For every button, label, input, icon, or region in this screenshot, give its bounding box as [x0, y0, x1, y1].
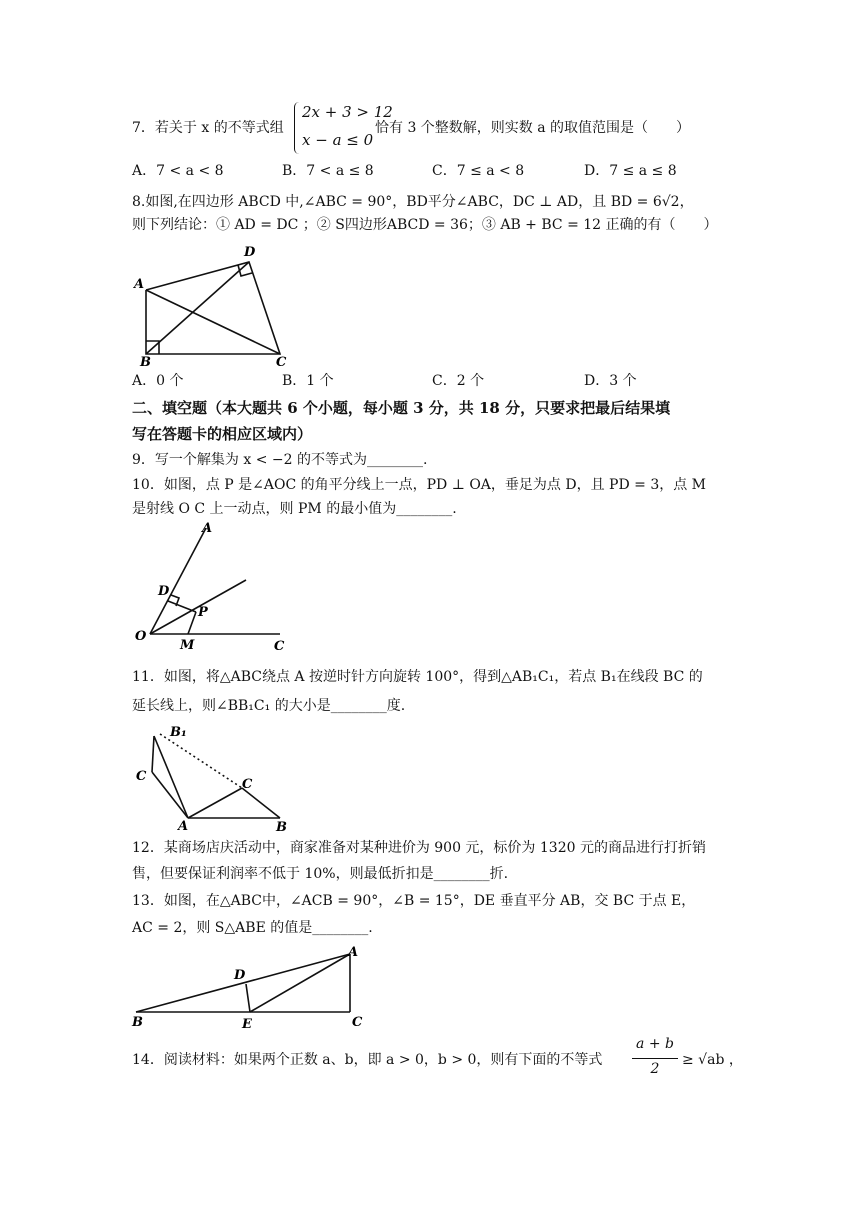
q8-option-a: A．0 个	[132, 373, 184, 389]
q13-label-b: B	[132, 1015, 143, 1030]
q10-label-c: C	[274, 639, 285, 654]
q8-line-1: 8.如图,在四边形 ABCD 中,∠ABC = 90°，BD平分∠ABC，DC ⊥ AD，且 BD = 6√2，	[132, 194, 694, 210]
q13-figure	[130, 942, 370, 1034]
q11-label-b: B	[276, 820, 287, 834]
q7-inequality-1: 2x + 3 > 12	[302, 103, 393, 121]
q8-label-b: B	[140, 355, 151, 368]
q7-suffix: 恰有 3 个整数解，则实数 a 的取值范围是（ ）	[375, 120, 691, 136]
q13-label-d: D	[234, 968, 246, 983]
q12-line-2: 售，但要保证利润率不低于 10%，则最低折扣是________折.	[132, 866, 509, 882]
q10-figure	[130, 520, 300, 655]
q8-line-2: 则下列结论：① AD = DC ；② S四边形ABCD = 36；③ AB + BC = 12 正确的有（ ）	[132, 217, 718, 233]
q13-line-1: 13．如图，在△ABC中，∠ACB = 90°，∠B = 15°，DE 垂直平分 AB，交 BC 于点 E，	[132, 893, 696, 909]
q14-rhs: ≥ √ab ，	[682, 1052, 743, 1068]
q11-label-b1: B₁	[170, 725, 187, 740]
q7-option-b: B．7 < a ≤ 8	[282, 163, 374, 179]
q13-label-e: E	[242, 1017, 252, 1032]
q14-text: 14．阅读材料：如果两个正数 a、b，即 a > 0，b > 0，则有下面的不等式	[132, 1052, 603, 1068]
q8-option-b: B．1 个	[282, 373, 334, 389]
q7-prefix: 7．若关于 x 的不等式组	[132, 120, 284, 136]
q10-label-m: M	[180, 638, 195, 653]
q10-line-2: 是射线 O C 上一动点，则 PM 的最小值为________.	[132, 501, 457, 517]
q10-label-o: O	[135, 629, 147, 644]
q7-option-a: A．7 < a < 8	[132, 163, 224, 179]
q11-label-a: A	[178, 819, 189, 834]
q10-line-1: 10．如图，点 P 是∠AOC 的角平分线上一点，PD ⊥ OA，垂足为点 D，且 PD = 3，点 M	[132, 477, 707, 493]
q8-option-c: C．2 个	[432, 373, 485, 389]
q13-line-2: AC = 2，则 S△ABE 的值是________.	[132, 920, 373, 936]
q8-label-c: C	[276, 355, 287, 368]
q7-option-d: D．7 ≤ a ≤ 8	[584, 163, 677, 179]
q7-option-c: C．7 ≤ a < 8	[432, 163, 525, 179]
q11-label-c1: C	[136, 769, 147, 784]
section-2-heading-line-1: 二、填空题（本大题共 6 个小题，每小题 3 分，共 18 分，只要求把最后结果填	[132, 399, 671, 417]
q7-inequality-2: x − a ≤ 0	[302, 131, 374, 149]
q12-line-1: 12．某商场店庆活动中，商家准备对某种进价为 900 元，标价为 1320 元的商品进行打折销	[132, 840, 706, 856]
q13-label-c: C	[352, 1015, 363, 1030]
q14-fraction-bar	[632, 1058, 678, 1059]
q8-label-d: D	[244, 245, 256, 260]
q11-label-c: C	[242, 777, 253, 792]
q11-line-1: 11．如图，将△ABC绕点 A 按逆时针方向旋转 100°，得到△AB₁C₁，若点 B₁在线段 BC 的	[132, 669, 703, 685]
q8-figure	[130, 238, 300, 368]
q10-label-p: P	[198, 605, 208, 620]
system-brace	[294, 102, 299, 154]
q10-label-d: D	[158, 584, 170, 599]
q13-label-a: A	[348, 945, 359, 960]
q11-line-2: 延长线上，则∠BB₁C₁ 的大小是________度.	[132, 698, 406, 714]
section-2-heading-line-2: 写在答题卡的相应区域内）	[132, 425, 313, 443]
q10-label-a: A	[202, 521, 213, 536]
q9-text: 9．写一个解集为 x < −2 的不等式为________.	[132, 452, 428, 468]
q8-option-d: D．3 个	[584, 373, 637, 389]
q14-fraction-numerator: a + b	[636, 1036, 674, 1052]
q8-label-a: A	[134, 277, 145, 292]
q14-fraction-denominator: 2	[650, 1061, 660, 1077]
q11-figure	[130, 722, 300, 834]
